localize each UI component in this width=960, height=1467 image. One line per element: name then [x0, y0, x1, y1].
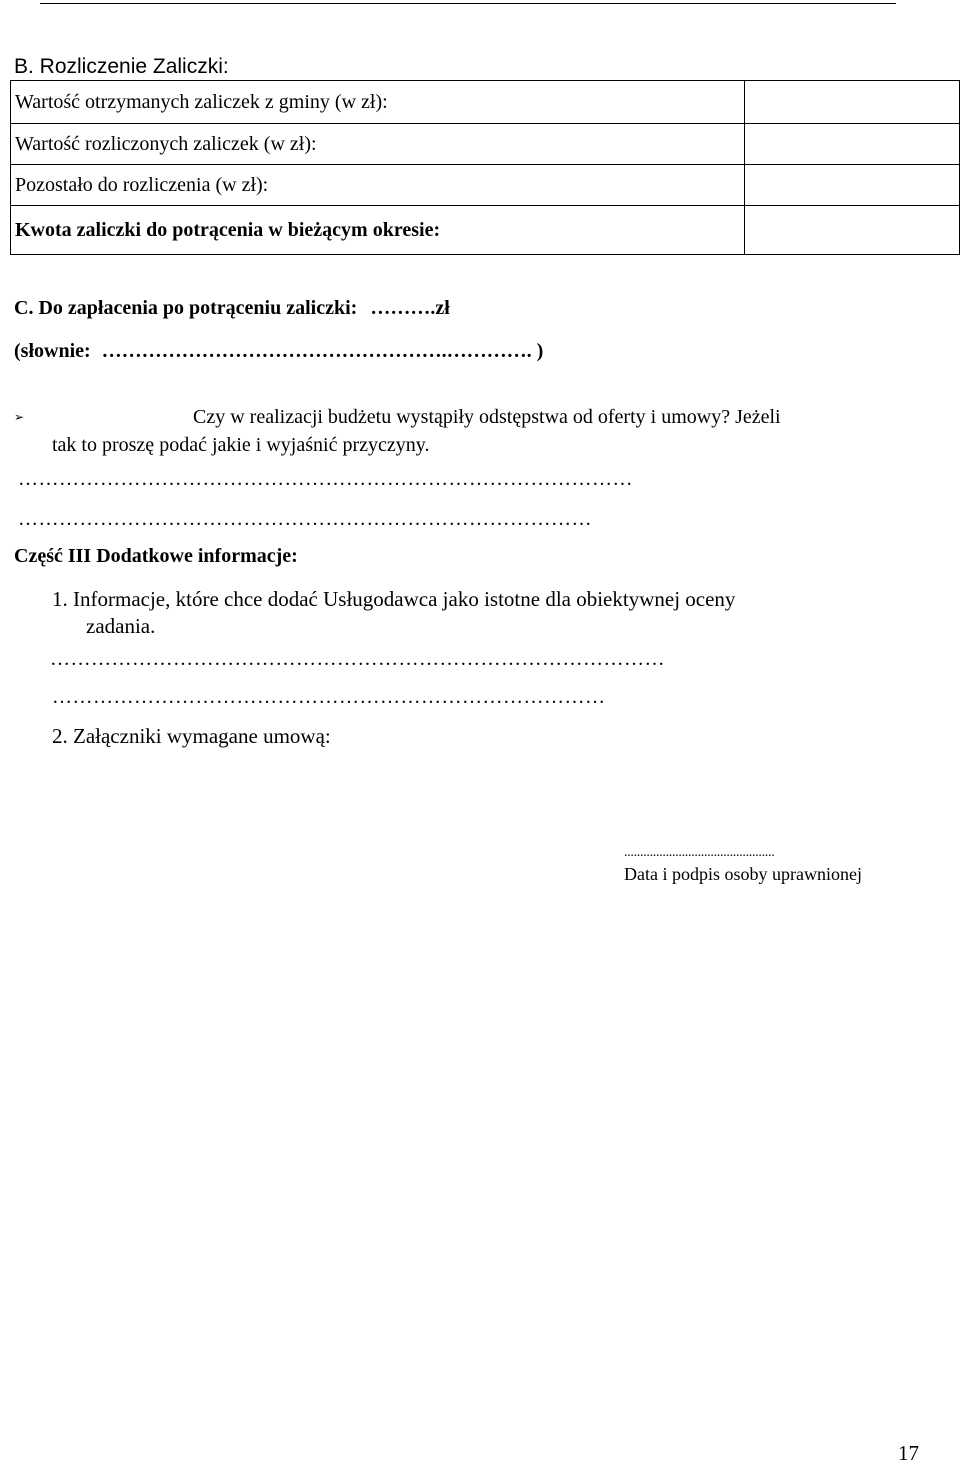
- signature-label: Data i podpis osoby uprawnionej: [624, 864, 862, 884]
- section-c-title: C. Do zapłacenia po potrąceniu zaliczki:: [14, 297, 358, 319]
- info-dots-2[interactable]: ………………………………………………………………………: [52, 686, 606, 708]
- words-label: (słownie:: [14, 340, 91, 362]
- section-b-title: B. Rozliczenie Zaliczki:: [14, 55, 229, 78]
- top-rule: [40, 3, 896, 4]
- words-line: [14, 340, 543, 363]
- table-row: [11, 81, 960, 124]
- table-row: [11, 124, 960, 165]
- answer-dots-2[interactable]: …………………………………………………………………………: [18, 508, 592, 530]
- question-line-1: Czy w realizacji budżetu wystąpiły odstępstwa od oferty i umowy? Jeżeli: [193, 406, 781, 428]
- settlement-table: [10, 80, 960, 255]
- row-value-field[interactable]: [745, 165, 960, 206]
- page-number: 17: [898, 1441, 919, 1465]
- row-value-field[interactable]: [745, 81, 960, 124]
- row-value-field[interactable]: [745, 206, 960, 255]
- row-label: Wartość rozliczonych zaliczek (w zł):: [11, 124, 745, 165]
- item1-line-2: zadania.: [86, 614, 156, 638]
- amount-unit: .zł: [430, 297, 450, 319]
- info-dots-1[interactable]: ………………………………………………………………………………: [50, 648, 665, 670]
- signature-dots[interactable]: ...............................................: [624, 845, 775, 860]
- answer-dots-1[interactable]: ………………………………………………………………………………: [18, 468, 633, 490]
- item2-attachments: 2. Załączniki wymagane umową:: [52, 724, 331, 748]
- arrow-bullet-icon: ➢: [14, 410, 25, 424]
- section-c-line: [14, 297, 450, 320]
- row-value-field[interactable]: [745, 124, 960, 165]
- table-row: [11, 165, 960, 206]
- row-label: Kwota zaliczki do potrącenia w bieżącym okresie:: [11, 206, 745, 255]
- amount-dots[interactable]: ………: [370, 297, 431, 319]
- row-label: Pozostało do rozliczenia (w zł):: [11, 165, 745, 206]
- part3-title: Część III Dodatkowe informacje:: [14, 545, 298, 567]
- question-line-2: tak to proszę podać jakie i wyjaśnić przyczyny.: [52, 434, 430, 456]
- table-row: [11, 206, 960, 255]
- words-dots[interactable]: …………………………………………….…………. ): [101, 340, 544, 362]
- item1-line-1: 1. Informacje, które chce dodać Usługodawca jako istotne dla obiektywnej oceny: [52, 587, 736, 611]
- row-label: Wartość otrzymanych zaliczek z gminy (w zł):: [11, 81, 745, 124]
